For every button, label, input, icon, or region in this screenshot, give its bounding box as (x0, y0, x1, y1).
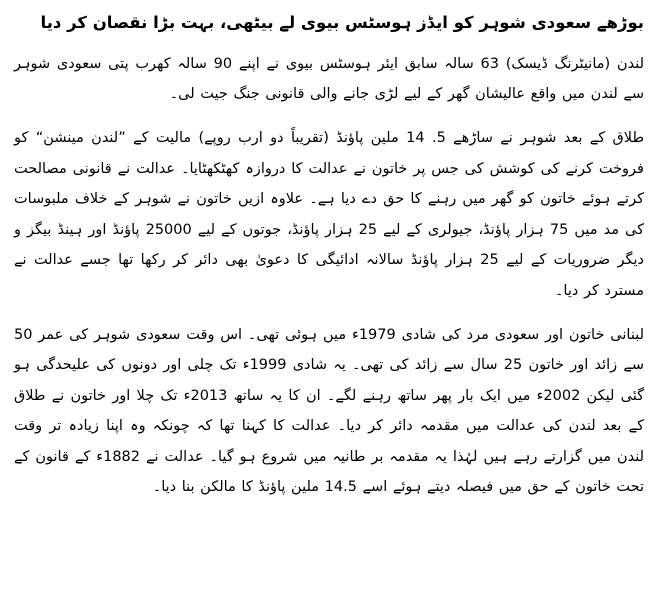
article-headline: بوڑھے سعودی شوہر کو ایڈز ہوسٹس بیوی لے بیٹھی، بہت بڑا نقصان کر دیا (40, 13, 644, 32)
article-paragraph: لندن (مانیٹرنگ ڈیسک) 63 سالہ سابق ایئر ہوسٹس بیوی نے اپنے 90 سالہ کھرب پتی سعودی شوہر سے لندن میں واقع عالیشان گھر کے لیے لڑی جانے والی قانونی جنگ جیت لی۔ (14, 55, 644, 102)
article-paragraph: لبنانی خاتون اور سعودی مرد کی شادی 1979ء میں ہوئی تھی۔ اس وقت سعودی شوہر کی عمر 50 سے زائد اور خاتون 25 سال سے زائد کی تھی۔ یہ شادی 1999ء تک چلی اور دونوں کی علیحدگی ہو گئی لیکن 2002ء میں ایک بار پھر ساتھ رہنے لگے۔ ان کا یہ ساتھ 2013ء تک چلا اور خاتون نے طلاق کے بعد لندن کی عدالت میں مقدمہ دائر کر دیا۔ عدالت کا کہنا تھا کہ چونکہ وہ اپنا زیادہ تر وقت لندن میں گزارتے رہے ہیں لہٰذا یہ مقدمہ بر طانیہ میں شروع ہو گیا۔ عدالت نے 1882ء کے قانون کے تحت خاتون کے حق میں فیصلہ دیتے ہوئے اسے 14.5 ملین پاؤنڈ کا مالکن بنا دیا۔ (14, 327, 645, 496)
article-paragraph: طلاق کے بعد شوہر نے ساڑھے 5. 14 ملین پاؤنڈ (تقریباً دو ارب روپے) مالیت کے ”لندن مینشن“ کو فروخت کرنے کی کوشش کی جس پر خاتون نے عدالت کا دروازہ کھٹکھٹایا۔ عدالت نے قانونی مصالحت کرتے ہوئے خاتون کو گھر میں رہنے کا حق دے دیا ہے۔ علاوہ ازیں خاتون نے شوہر کے خلاف ملبوسات کی مد میں 75 ہزار پاؤنڈ، جیولری کے لیے 25 ہزار پاؤنڈ، جوتوں کے لیے 25000 پاؤنڈ اور ہینڈ بیگز و دیگر ضروریات کے لیے 25 ہزار پاؤنڈ سالانہ ادائیگی کا دعویٰ بھی دائر کر رکھا تھا جسے عدالت نے مسترد کر دیا۔ (14, 130, 645, 299)
